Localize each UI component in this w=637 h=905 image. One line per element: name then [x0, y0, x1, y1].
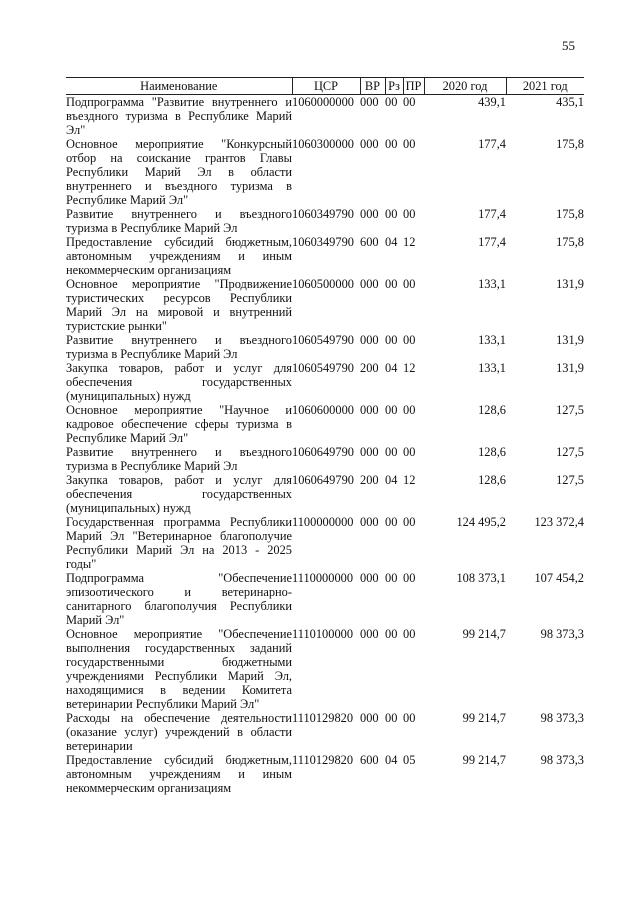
row-csr: 1110129820 [292, 753, 354, 767]
row-vr: 200 [360, 361, 379, 375]
row-amount-2021: 175,8 [556, 207, 584, 221]
row-amount-2021: 131,9 [556, 333, 584, 347]
row-name: Расходы на обеспечение деятельности (оказание услуг) учреждений в области ветеринарии [66, 711, 292, 753]
budget-table [66, 77, 584, 795]
row-pr: 00 [403, 515, 416, 529]
row-vr: 000 [360, 627, 379, 641]
header-pr: ПР [403, 78, 424, 95]
row-pr: 00 [403, 137, 416, 151]
row-name: Основное мероприятие "Обеспечение выполнения государственных заданий государственными бюджетными учреждениями Республики Марий Эл, находящимися в ведении Комитета ветеринарии Республики Марий Эл" [66, 627, 292, 711]
row-pr: 00 [403, 711, 416, 725]
row-name: Развитие внутреннего и въездного туризма в Республике Марий Эл [66, 333, 292, 361]
row-pr: 00 [403, 95, 416, 109]
row-vr: 600 [360, 753, 379, 767]
row-vr: 000 [360, 711, 379, 725]
row-pr: 12 [403, 361, 416, 375]
table-row [66, 445, 584, 473]
table-row [66, 403, 584, 445]
row-csr: 1060000000 [292, 95, 354, 109]
row-rz: 00 [385, 445, 398, 459]
row-amount-2020: 439,1 [478, 95, 506, 109]
header-2020: 2020 год [424, 78, 506, 95]
page-number: 55 [562, 38, 575, 53]
row-pr: 00 [403, 277, 416, 291]
row-csr: 1060549790 [292, 333, 354, 347]
table-row [66, 95, 584, 138]
row-csr: 1060349790 [292, 235, 354, 249]
row-csr: 1060300000 [292, 137, 354, 151]
table-row [66, 753, 584, 795]
table-row [66, 711, 584, 753]
row-name: Подпрограмма "Развитие внутреннего и въездного туризма в Республике Марий Эл" [66, 95, 292, 137]
row-csr: 1110100000 [292, 627, 354, 641]
row-amount-2020: 177,4 [478, 207, 506, 221]
row-amount-2020: 128,6 [478, 473, 506, 487]
row-pr: 00 [403, 627, 416, 641]
row-name: Закупка товаров, работ и услуг для обеспечения государственных (муниципальных) нужд [66, 361, 292, 403]
row-amount-2020: 108 373,1 [456, 571, 506, 585]
row-pr: 00 [403, 403, 416, 417]
row-rz: 04 [385, 361, 398, 375]
row-vr: 000 [360, 403, 379, 417]
header-rz: Рз [385, 78, 403, 95]
header-vr: ВР [360, 78, 385, 95]
row-amount-2021: 107 454,2 [534, 571, 584, 585]
row-pr: 00 [403, 571, 416, 585]
row-amount-2020: 177,4 [478, 235, 506, 249]
row-amount-2020: 133,1 [478, 333, 506, 347]
row-csr: 1060349790 [292, 207, 354, 221]
row-rz: 00 [385, 207, 398, 221]
row-vr: 000 [360, 445, 379, 459]
row-vr: 000 [360, 207, 379, 221]
row-name: Закупка товаров, работ и услуг для обеспечения государственных (муниципальных) нужд [66, 473, 292, 515]
row-rz: 00 [385, 137, 398, 151]
row-rz: 00 [385, 277, 398, 291]
row-csr: 1060600000 [292, 403, 354, 417]
row-pr: 00 [403, 333, 416, 347]
row-rz: 04 [385, 235, 398, 249]
row-amount-2021: 98 373,3 [540, 711, 584, 725]
row-amount-2021: 127,5 [556, 473, 584, 487]
row-name: Государственная программа Республики Марий Эл "Ветеринарное благополучие Республики Марий Эл на 2013 - 2025 годы" [66, 515, 292, 571]
table-row [66, 627, 584, 711]
row-pr: 12 [403, 473, 416, 487]
row-name: Основное мероприятие "Продвижение туристических ресурсов Республики Марий Эл на мировой и внутренний туристские рынки" [66, 277, 292, 333]
row-amount-2021: 175,8 [556, 137, 584, 151]
row-name: Основное мероприятие "Конкурсный отбор на соискание грантов Главы Республики Марий Эл в области внутреннего и въездного туризма в Республике Марий Эл" [66, 137, 292, 207]
row-amount-2021: 127,5 [556, 403, 584, 417]
row-amount-2020: 133,1 [478, 361, 506, 375]
row-rz: 00 [385, 403, 398, 417]
table-row [66, 235, 584, 277]
row-name: Предоставление субсидий бюджетным, автономным учреждениям и иным некоммерческим организациям [66, 235, 292, 277]
row-csr: 1060549790 [292, 361, 354, 375]
header-csr: ЦСР [292, 78, 360, 95]
table-row [66, 277, 584, 333]
row-rz: 00 [385, 711, 398, 725]
row-rz: 00 [385, 515, 398, 529]
row-vr: 000 [360, 515, 379, 529]
row-rz: 00 [385, 333, 398, 347]
row-pr: 00 [403, 207, 416, 221]
row-amount-2020: 124 495,2 [456, 515, 506, 529]
row-name: Основное мероприятие "Научное и кадровое обеспечение сферы туризма в Республике Марий Эл" [66, 403, 292, 445]
header-name: Наименование [66, 78, 292, 95]
row-amount-2020: 128,6 [478, 445, 506, 459]
row-amount-2021: 131,9 [556, 277, 584, 291]
row-csr: 1060649790 [292, 473, 354, 487]
row-csr: 1100000000 [292, 515, 354, 529]
row-amount-2021: 175,8 [556, 235, 584, 249]
table-row [66, 333, 584, 361]
row-rz: 04 [385, 753, 398, 767]
row-csr: 1060649790 [292, 445, 354, 459]
row-rz: 00 [385, 571, 398, 585]
row-rz: 04 [385, 473, 398, 487]
row-pr: 00 [403, 445, 416, 459]
row-amount-2020: 133,1 [478, 277, 506, 291]
row-amount-2020: 99 214,7 [462, 627, 506, 641]
table-row [66, 361, 584, 403]
row-amount-2021: 98 373,3 [540, 753, 584, 767]
row-name: Подпрограмма "Обеспечение эпизоотического и ветеринарно-санитарного благополучия Республики Марий Эл" [66, 571, 292, 627]
row-rz: 00 [385, 627, 398, 641]
row-amount-2020: 99 214,7 [462, 753, 506, 767]
row-amount-2021: 131,9 [556, 361, 584, 375]
row-name: Развитие внутреннего и въездного туризма в Республике Марий Эл [66, 445, 292, 473]
row-amount-2021: 127,5 [556, 445, 584, 459]
row-csr: 1060500000 [292, 277, 354, 291]
table-row [66, 473, 584, 515]
row-name: Предоставление субсидий бюджетным, автономным учреждениям и иным некоммерческим организациям [66, 753, 292, 795]
row-pr: 12 [403, 235, 416, 249]
row-name: Развитие внутреннего и въездного туризма в Республике Марий Эл [66, 207, 292, 235]
row-vr: 000 [360, 95, 379, 109]
row-amount-2020: 128,6 [478, 403, 506, 417]
table-header-row [66, 78, 584, 95]
header-2021: 2021 год [506, 78, 584, 95]
table-row [66, 207, 584, 235]
table-row [66, 571, 584, 627]
row-vr: 200 [360, 473, 379, 487]
row-csr: 1110000000 [292, 571, 354, 585]
row-rz: 00 [385, 95, 398, 109]
row-amount-2020: 99 214,7 [462, 711, 506, 725]
table-row [66, 515, 584, 571]
row-csr: 1110129820 [292, 711, 354, 725]
table-row [66, 137, 584, 207]
row-vr: 000 [360, 333, 379, 347]
row-amount-2021: 123 372,4 [534, 515, 584, 529]
row-pr: 05 [403, 753, 416, 767]
row-amount-2021: 435,1 [556, 95, 584, 109]
row-amount-2021: 98 373,3 [540, 627, 584, 641]
row-vr: 000 [360, 571, 379, 585]
row-vr: 600 [360, 235, 379, 249]
row-vr: 000 [360, 277, 379, 291]
row-amount-2020: 177,4 [478, 137, 506, 151]
row-vr: 000 [360, 137, 379, 151]
